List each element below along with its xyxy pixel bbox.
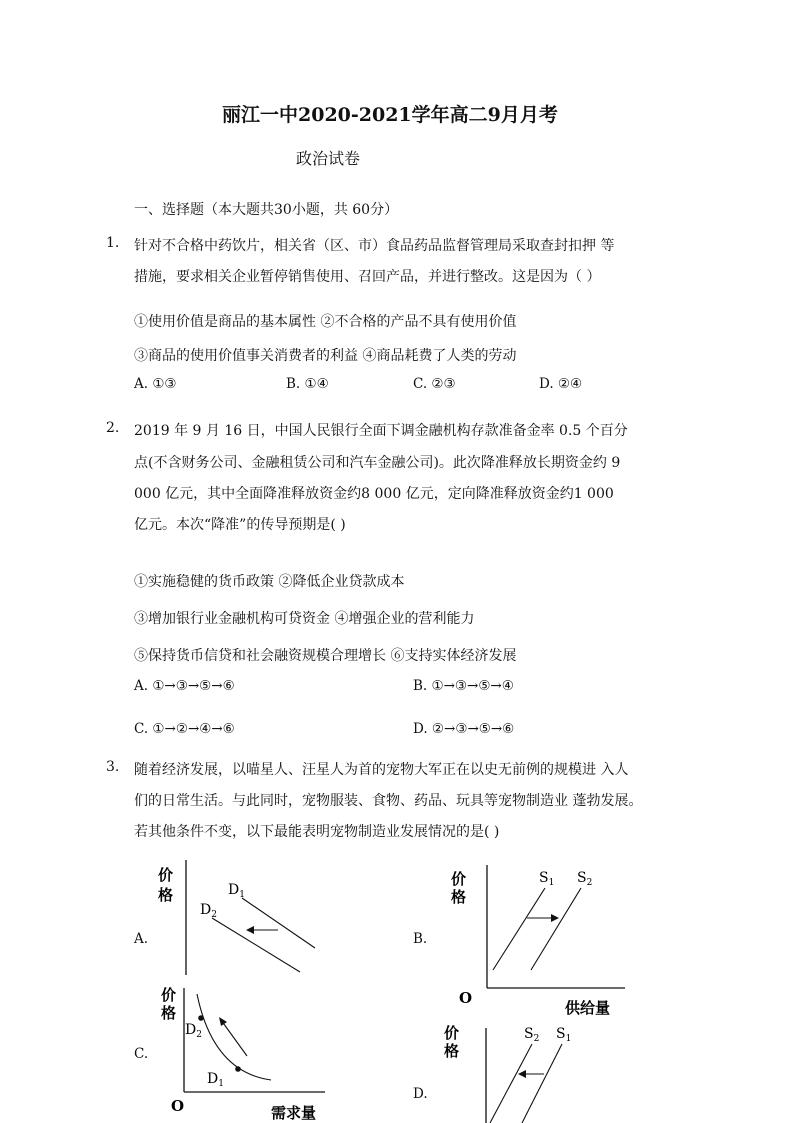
statement-line: ①实施稳健的货币政策 ②降低企业贷款成本: [134, 574, 405, 590]
arrow-head: [219, 1017, 227, 1026]
y-label-char: 格: [451, 888, 467, 906]
demand-curve: [197, 994, 271, 1080]
movement-arrow: [221, 1020, 247, 1056]
curve-label-s2: $S_2$: [577, 870, 593, 888]
statement-line: ⑤保持货币信贷和社会融资规模合理增长 ⑥支持实体经济发展: [134, 648, 517, 664]
curve-label-s2: $S_2$: [524, 1026, 540, 1044]
curve-label-s1: $S_1$: [539, 870, 555, 888]
graph-option-a-label: A.: [134, 931, 149, 947]
curve-label-d1: $D_1$: [228, 882, 245, 900]
y-label-char: 价: [451, 870, 467, 888]
demand-curve-d1: [242, 898, 315, 948]
y-label-char: 格: [158, 886, 174, 904]
y-label-char: 价: [444, 1024, 460, 1042]
option-c: C. ②③: [413, 376, 456, 392]
y-label-char: 价: [161, 986, 177, 1004]
option-a: A. ①③: [134, 376, 177, 392]
point-label-d1: $D_1$: [207, 1071, 224, 1089]
graph-b: [445, 860, 635, 1020]
graph-option-d-label: D.: [413, 1086, 428, 1102]
question-text-line: 2019 年 9 月 16 日，中国人民银行全面下调金融机构存款准备金率 0.5 个百分: [134, 423, 628, 439]
arrow-head: [551, 914, 559, 922]
y-label-char: 格: [161, 1004, 177, 1022]
y-label-char: 格: [444, 1042, 460, 1060]
option-a: A. ①→③→⑤→⑥: [134, 678, 235, 694]
question-text-line: 措施，要求相关企业暂停销售使用、召回产品，并进行整改。这是因为（ ）: [134, 269, 601, 285]
section-heading: 一、选择题（本大题共30小题，共 60分）: [134, 202, 399, 218]
arrow-head: [518, 1070, 526, 1078]
option-d: D. ②④: [539, 376, 583, 392]
x-axis-label: 需求量: [271, 1104, 317, 1122]
graph-option-b-label: B.: [413, 931, 428, 947]
y-label-char: 价: [158, 866, 174, 884]
graph-d: [440, 1018, 600, 1123]
question-text-line: 针对不合格中药饮片，相关省（区、市）食品药品监督管理局采取查封扣押 等: [134, 238, 615, 254]
question-text-line: 000 亿元，其中全面降准释放资金约8 000 亿元，定向降准释放资金约1 000: [134, 486, 614, 502]
curve-label-s1: $S_1$: [556, 1026, 572, 1044]
origin-label: O: [459, 989, 473, 1007]
page-title: 丽江一中2020-2021学年高二9月月考: [222, 104, 558, 126]
question-number: 3.: [106, 759, 120, 775]
demand-curve-d2: [212, 918, 300, 972]
option-b: B. ①④: [286, 376, 329, 392]
option-c: C. ①→②→④→⑥: [134, 721, 235, 737]
statement-line: ③商品的使用价值事关消费者的利益 ④商品耗费了人类的劳动: [134, 348, 517, 364]
question-number: 2.: [106, 420, 120, 436]
point-d1: [235, 1066, 241, 1072]
supply-curve-s2: [531, 888, 581, 970]
question-text-line: 点(不含财务公司、金融租赁公司和汽车金融公司)。此次降准释放长期资金约 9: [134, 455, 621, 471]
option-b: B. ①→③→⑤→④: [413, 678, 514, 694]
point-d2: [198, 1015, 204, 1021]
question-number: 1.: [106, 235, 120, 251]
question-text-line: 亿元。本次“降准”的传导预期是( ): [134, 517, 346, 533]
page-subtitle: 政治试卷: [296, 149, 361, 168]
supply-curve-s1: [493, 888, 545, 970]
point-label-d2: $D_2$: [185, 1022, 202, 1040]
origin-label: O: [171, 1097, 185, 1115]
graph-c: [155, 980, 345, 1123]
graph-a: [150, 860, 350, 975]
supply-curve-s2: [490, 1044, 532, 1123]
graph-option-c-label: C.: [134, 1046, 149, 1062]
statement-line: ③增加银行业金融机构可贷资金 ④增强企业的营利能力: [134, 611, 475, 627]
question-text-line: 若其他条件不变，以下最能表明宠物制造业发展情况的是( ): [134, 824, 500, 840]
question-text-line: 随着经济发展，以喵星人、汪星人为首的宠物大军正在以史无前例的规模进 入人: [134, 762, 629, 778]
statement-line: ①使用价值是商品的基本属性 ②不合格的产品不具有使用价值: [134, 314, 517, 330]
curve-label-d2: $D_2$: [200, 902, 217, 920]
question-text-line: 们的日常生活。与此同时，宠物服装、食物、药品、玩具等宠物制造业 蓬勃发展。: [134, 793, 643, 809]
arrow-head: [246, 926, 254, 934]
supply-curve-s1: [522, 1044, 562, 1123]
x-axis-label: 供给量: [565, 999, 611, 1017]
option-d: D. ②→③→⑤→⑥: [413, 721, 515, 737]
